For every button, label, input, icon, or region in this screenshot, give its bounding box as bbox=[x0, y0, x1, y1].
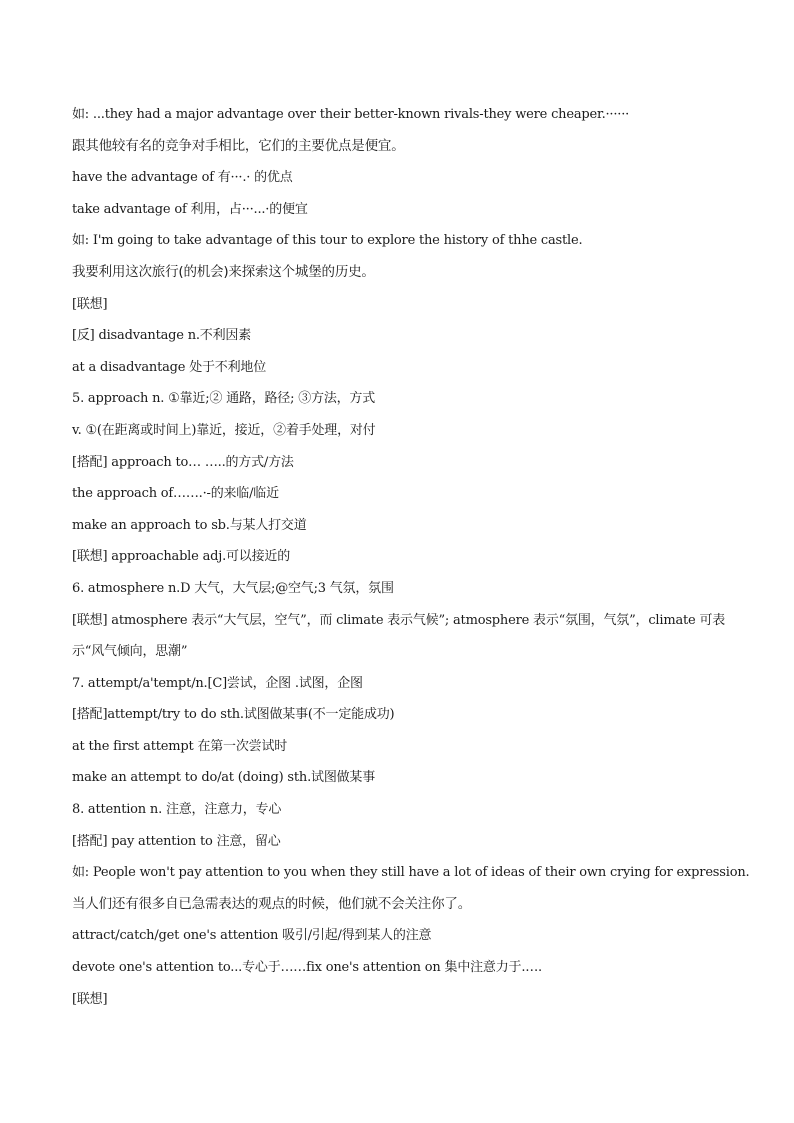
document-body bbox=[72, 99, 750, 1015]
translation-line: 我要利用这次旅行(的机会)来探索这个城堡的历史。 bbox=[72, 263, 375, 280]
entry-approach: 5. approach n. ①靠近;② 通路，路径; ③方法，方式 bbox=[72, 391, 376, 407]
phrase-line: the approach of…….·-的来临/临近 bbox=[72, 486, 279, 502]
example-sentence: 如: People won't pay attention to you when they still have a lot of ideas of their own crying for expression. bbox=[72, 865, 750, 881]
example-sentence: 如: I'm going to take advantage of this tour to explore the history of thhe castle. bbox=[72, 233, 583, 249]
association-line: [联想] approachable adj.可以接近的 bbox=[72, 549, 291, 565]
phrase-line: at the first attempt 在第一次尝试时 bbox=[72, 738, 288, 754]
phrase-line: have the advantage of 有···.· 的优点 bbox=[72, 170, 293, 186]
collocation-line: [搭配]attempt/try to do sth.试图做某事(不一定能成功) bbox=[72, 707, 395, 723]
entry-attention: 8. attention n. 注意，注意力，专心 bbox=[72, 802, 282, 818]
translation-line: 当人们还有很多自已急需表达的观点的时候，他们就不会关注你了。 bbox=[72, 895, 471, 912]
collocation-line: [搭配] approach to… …..的方式/方法 bbox=[72, 454, 294, 470]
collocation-line: [搭配] pay attention to 注意，留心 bbox=[72, 833, 281, 849]
translation-line: 跟其他较有名的竞争对手相比，它们的主要优点是便宜。 bbox=[72, 137, 405, 154]
association-heading: [联想] bbox=[72, 296, 108, 312]
phrase-line: at a disadvantage 处于不利地位 bbox=[72, 359, 267, 375]
phrase-line: make an approach to sb.与某人打交道 bbox=[72, 517, 307, 533]
phrase-line: make an attempt to do/at (doing) sth.试图做某事 bbox=[72, 770, 376, 786]
phrase-line: take advantage of 利用，占···...·的便宜 bbox=[72, 201, 308, 217]
association-line: [联想] atmosphere 表示“大气层，空气”，而 climate 表示气候”; atmosphere 表示“氛围，气氛”，climate 可表示“风气倾向，思潮” bbox=[72, 612, 726, 660]
example-sentence: 如: ...they had a major advantage over their better-known rivals-they were cheaper.······ bbox=[72, 107, 630, 122]
association-heading: [联想] bbox=[72, 991, 108, 1007]
entry-attempt: 7. attempt/a'tempt/n.[C]尝试，企图 .试图，企图 bbox=[72, 675, 363, 691]
verb-definition-line: v. ①(在距离或时间上)靠近，接近，②着手处理，对付 bbox=[72, 422, 376, 438]
entry-atmosphere: 6. atmosphere n.D 大气，大气层;@空气;3 气氛，氛围 bbox=[72, 580, 394, 596]
antonym-line: [反] disadvantage n.不利因素 bbox=[72, 328, 251, 344]
phrase-line: devote one's attention to...专心于……fix one's attention on 集中注意力于.…. bbox=[72, 960, 542, 976]
phrase-line: attract/catch/get one's attention 吸引/引起/得到某人的注意 bbox=[72, 928, 432, 944]
